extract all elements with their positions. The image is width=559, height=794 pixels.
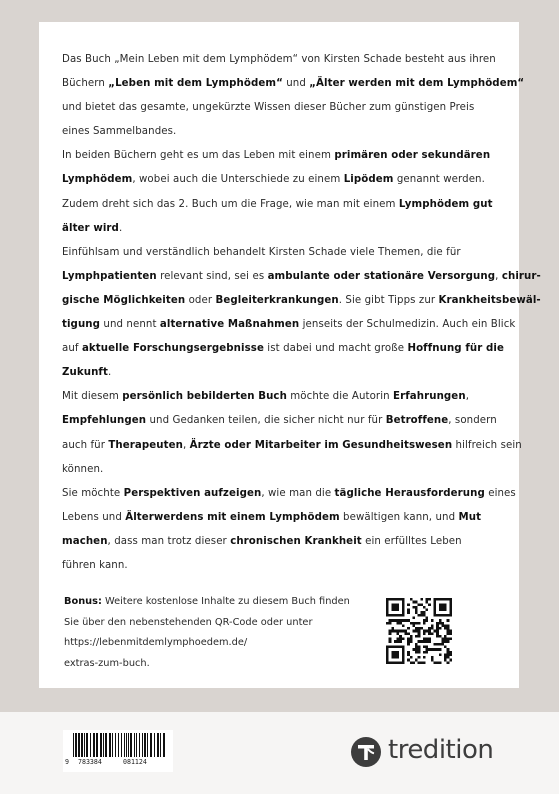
text-line bbox=[62, 337, 502, 361]
footer-bar bbox=[0, 712, 559, 794]
text-segment: Mit diesem bbox=[62, 391, 123, 403]
bold-phrase: Betroffene bbox=[385, 415, 449, 427]
paragraph bbox=[62, 482, 516, 578]
barcode-digit-1: 9 bbox=[65, 758, 69, 766]
text-segment: . bbox=[118, 222, 123, 234]
text-segment: ist dabei und macht große bbox=[263, 343, 408, 355]
text-line bbox=[62, 168, 502, 192]
text-line bbox=[62, 72, 525, 96]
text-segment: extras-zum-buch. bbox=[64, 657, 150, 669]
text-line bbox=[62, 554, 502, 578]
text-segment: Lebens und bbox=[62, 511, 126, 523]
text-segment: Einfühlsam und verständlich behandelt Kirsten Schade viele Themen, die für bbox=[62, 246, 461, 258]
text-segment: auf bbox=[62, 343, 82, 355]
text-line bbox=[62, 217, 502, 241]
text-segment: jenseits der Schulmedizin. Auch ein Blick bbox=[299, 319, 516, 331]
text-segment: und bbox=[282, 78, 310, 90]
bold-phrase: persönlich bebilderten Buch bbox=[122, 391, 287, 403]
text-segment: führen kann. bbox=[62, 559, 128, 571]
publisher-name[interactable]: tredition bbox=[388, 735, 494, 765]
bold-phrase: älter wird bbox=[62, 222, 119, 234]
bold-phrase: ambulante oder stationäre Versorgung bbox=[267, 270, 496, 282]
qr-code-icon[interactable] bbox=[386, 598, 452, 664]
text-line bbox=[64, 654, 384, 675]
text-segment: auch für bbox=[62, 439, 109, 451]
bold-phrase: Empfehlungen bbox=[62, 415, 147, 427]
text-segment: , wobei auch die Unterschiede zu einem bbox=[132, 174, 344, 186]
text-segment: ein erfülltes Leben bbox=[361, 535, 462, 547]
text-line bbox=[62, 530, 502, 554]
bold-phrase: Erfahrungen bbox=[393, 391, 466, 403]
bold-phrase: „Älter werden mit dem Lymphödem“ bbox=[309, 78, 525, 90]
text-segment: , sondern bbox=[448, 415, 497, 427]
text-segment: und bietet das gesamte, ungekürzte Wissen dieser Bücher zum günstigen Preis bbox=[62, 102, 475, 114]
text-segment: können. bbox=[62, 463, 104, 475]
text-line bbox=[62, 434, 522, 458]
text-segment: , bbox=[495, 270, 502, 282]
text-segment: https://lebenmitdemlymphoedem.de/ bbox=[64, 637, 248, 648]
barcode-bars bbox=[69, 733, 169, 757]
text-segment: Zudem dreht sich das 2. Buch um die Frage, wie man mit einem bbox=[62, 198, 399, 210]
text-line bbox=[62, 361, 502, 385]
text-segment: oder bbox=[185, 294, 216, 306]
bold-phrase: Älterwerdens mit einem Lymphödem bbox=[125, 511, 340, 523]
bold-phrase: Begleiterkrankungen bbox=[215, 294, 339, 306]
text-line bbox=[62, 482, 516, 506]
bold-phrase: Ärzte oder Mitarbeiter im Gesundheitswesen bbox=[189, 439, 453, 451]
paragraph bbox=[62, 385, 522, 481]
text-segment: eines bbox=[484, 487, 516, 499]
bold-phrase: Perspektiven aufzeigen bbox=[123, 487, 262, 499]
text-line bbox=[62, 96, 502, 120]
text-segment: , bbox=[465, 391, 470, 403]
bold-phrase: chronischen Krankheit bbox=[230, 535, 362, 547]
bonus-note bbox=[64, 592, 384, 674]
text-line bbox=[62, 313, 516, 337]
text-segment: Sie über den nebenstehenden QR-Code oder unter bbox=[64, 616, 313, 628]
tredition-logo-icon[interactable] bbox=[350, 736, 382, 768]
bold-phrase: Lymphödem bbox=[62, 174, 133, 186]
text-segment: bewältigen kann, und bbox=[339, 511, 459, 523]
bold-phrase: chirur- bbox=[501, 270, 541, 282]
barcode-group-1: 783384 bbox=[78, 758, 102, 766]
text-line bbox=[64, 633, 384, 654]
text-segment: hilfreich sein bbox=[452, 439, 522, 451]
bold-phrase: Bonus: bbox=[64, 596, 102, 607]
bold-phrase: tägliche Herausforderung bbox=[334, 487, 485, 499]
bold-phrase: Lymphpatienten bbox=[62, 270, 157, 282]
text-line bbox=[62, 458, 502, 482]
bold-phrase: tigung bbox=[62, 319, 101, 331]
text-segment: In beiden Büchern geht es um das Leben mit einem bbox=[62, 150, 335, 162]
text-line bbox=[62, 48, 502, 72]
bold-phrase: gische Möglichkeiten bbox=[62, 294, 186, 306]
text-segment: und Gedanken teilen, die sicher nicht nur für bbox=[146, 415, 386, 427]
text-segment: . bbox=[107, 367, 112, 379]
text-segment: , bbox=[182, 439, 190, 451]
text-line bbox=[62, 409, 502, 433]
text-segment: Sie möchte bbox=[62, 487, 124, 499]
text-segment: relevant sind, sei es bbox=[156, 270, 268, 282]
text-segment: , wie man die bbox=[261, 487, 335, 499]
text-segment: möchte die Autorin bbox=[286, 391, 394, 403]
paragraph bbox=[62, 144, 502, 240]
text-line bbox=[62, 265, 541, 289]
text-segment: . Sie gibt Tipps zur bbox=[338, 294, 439, 306]
bold-phrase: Mut bbox=[458, 511, 482, 523]
text-line bbox=[62, 506, 502, 530]
text-line bbox=[62, 241, 502, 265]
bold-phrase: alternative Maßnahmen bbox=[159, 319, 300, 331]
text-line bbox=[62, 144, 502, 168]
bold-phrase: Hoffnung für die bbox=[407, 343, 504, 355]
text-line bbox=[64, 613, 384, 634]
text-segment: Weitere kostenlose Inhalte zu diesem Buch finden bbox=[101, 596, 350, 607]
text-segment: , dass man trotz dieser bbox=[107, 535, 231, 547]
text-segment: genannt werden. bbox=[393, 174, 485, 186]
bold-phrase: „Leben mit dem Lymphödem“ bbox=[108, 78, 283, 90]
text-segment: Büchern bbox=[62, 78, 109, 90]
blurb-text bbox=[62, 48, 541, 578]
text-line bbox=[64, 592, 384, 613]
back-cover-card bbox=[39, 22, 541, 688]
barcode-group-2: 081124 bbox=[123, 758, 147, 766]
text-segment: und nennt bbox=[100, 319, 160, 331]
bold-phrase: Krankheitsbewäl- bbox=[438, 294, 541, 306]
bold-phrase: Lymphödem gut bbox=[398, 198, 493, 210]
bold-phrase: aktuelle Forschungsergebnisse bbox=[81, 343, 264, 355]
bold-phrase: Therapeuten bbox=[108, 439, 183, 451]
bold-phrase: machen bbox=[62, 535, 108, 547]
bold-phrase: primären oder sekundären bbox=[334, 150, 491, 162]
paragraph bbox=[62, 48, 525, 144]
bold-phrase: Zukunft bbox=[62, 367, 108, 379]
bold-phrase: Lipödem bbox=[343, 174, 394, 186]
text-segment: Das Buch „Mein Leben mit dem Lymphödem“ von Kirsten Schade besteht aus ihren bbox=[62, 54, 496, 65]
text-line bbox=[62, 193, 502, 217]
text-line bbox=[62, 120, 502, 144]
isbn-barcode bbox=[63, 730, 173, 772]
text-segment: eines Sammelbandes. bbox=[62, 126, 177, 138]
text-line bbox=[62, 289, 541, 313]
paragraph bbox=[62, 241, 541, 386]
text-line bbox=[62, 385, 502, 409]
